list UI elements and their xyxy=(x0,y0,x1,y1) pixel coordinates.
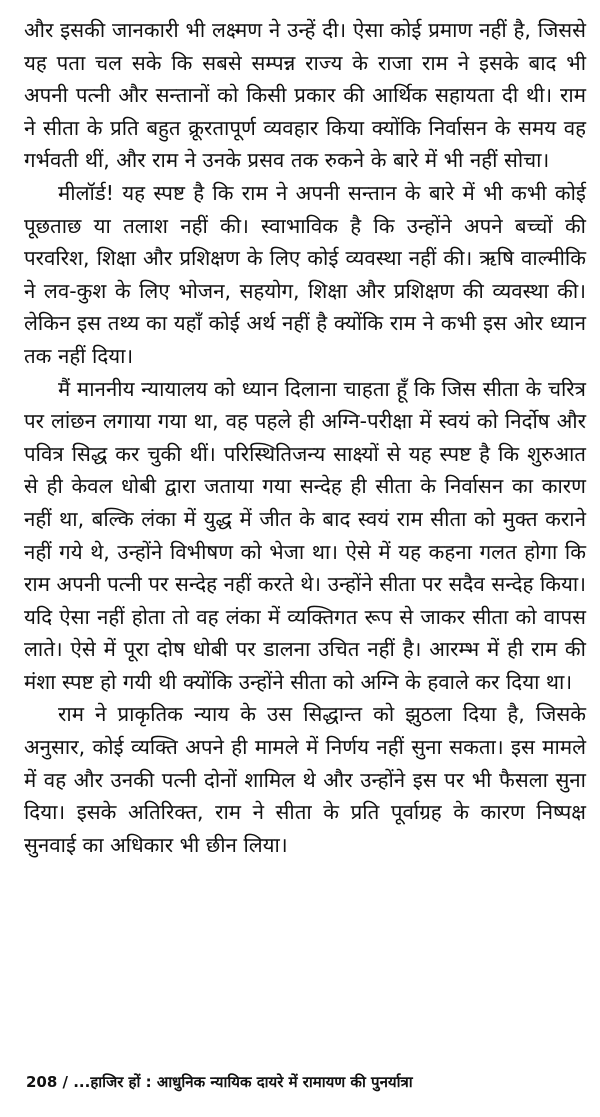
paragraph-2: मीलॉर्ड! यह स्पष्ट है कि राम ने अपनी सन्तान के बारे में भी कभी कोई पूछताछ या तलाश नहीं की। स्वाभाविक है कि उन्होंने अपने बच्चों की परवरिश, शिक्षा और प्रशिक्षण के लिए कोई व्यवस्था नहीं की। ऋषि वाल्मीकि ने लव-कुश के लिए भोजन, सहयोग, शिक्षा और प्रशिक्षण की व्यवस्था की। लेकिन इस तथ्य का यहाँ कोई अर्थ नहीं है क्योंकि राम ने कभी इस ओर ध्यान तक नहीं दिया। xyxy=(24,180,586,368)
paragraph-3: मैं माननीय न्यायालय को ध्यान दिलाना चाहता हूँ कि जिस सीता के चरित्र पर लांछन लगाया गया था, वह पहले ही अग्नि-परीक्षा में स्वयं को निर्दोष और पवित्र सिद्ध कर चुकी थीं। परिस्थितिजन्य साक्ष्यों से यह स्पष्ट है कि शुरुआत से ही केवल धोबी द्वारा जताया गया सन्देह ही सीता के निर्वासन का कारण नहीं था, बल्कि लंका में युद्ध में जीत के बाद स्वयं राम सीता को मुक्त कराने नहीं गये थे, उन्होंने विभीषण को भेजा था। ऐसे में यह कहना गलत होगा कि राम अपनी पत्नी पर सन्देह नहीं करते थे। उन्होंने सीता पर सदैव सन्देह किया। यदि ऐसा नहीं होता तो वह लंका में व्यक्तिगत रूप से जाकर सीता को वापस लाते। ऐसे में पूरा दोष धोबी पर डालना उचित नहीं है। आरम्भ में ही राम की मंशा स्पष्ट हो गयी थी क्योंकि उन्होंने सीता को अग्नि के हवाले कर दिया था। xyxy=(24,376,586,694)
paragraph-4: राम ने प्राकृतिक न्याय के उस सिद्धान्त को झुठला दिया है, जिसके अनुसार, कोई व्यक्ति अपने ही मामले में निर्णय नहीं सुना सकता। इस मामले में वह और उनकी पत्नी दोनों शामिल थे और उन्होंने इस पर भी फैसला सुना दिया। इसके अतिरिक्त, राम ने सीता के प्रति पूर्वाग्रह के कारण निष्पक्ष सुनवाई का अधिकार भी छीन लिया। xyxy=(24,702,586,857)
paragraph-1: और इसकी जानकारी भी लक्ष्मण ने उन्हें दी। ऐसा कोई प्रमाण नहीं है, जिससे यह पता चल सके कि सबसे सम्पन्न राज्य के राजा राम ने इसके बाद भी अपनी पत्नी और सन्तानों को किसी प्रकार की आर्थिक सहायता दी थी। राम ने सीता के प्रति बहुत क्रूरतापूर्ण व्यवहार किया क्योंकि निर्वासन के समय वह गर्भवती थीं, और राम ने उनके प्रसव तक रुकने के बारे में भी नहीं सोचा। xyxy=(24,18,586,173)
page-footer: 208 / ...हाजिर हों : आधुनिक न्यायिक दायरे में रामायण की पुनर्यात्रा xyxy=(26,1073,413,1091)
page-body xyxy=(24,14,586,861)
